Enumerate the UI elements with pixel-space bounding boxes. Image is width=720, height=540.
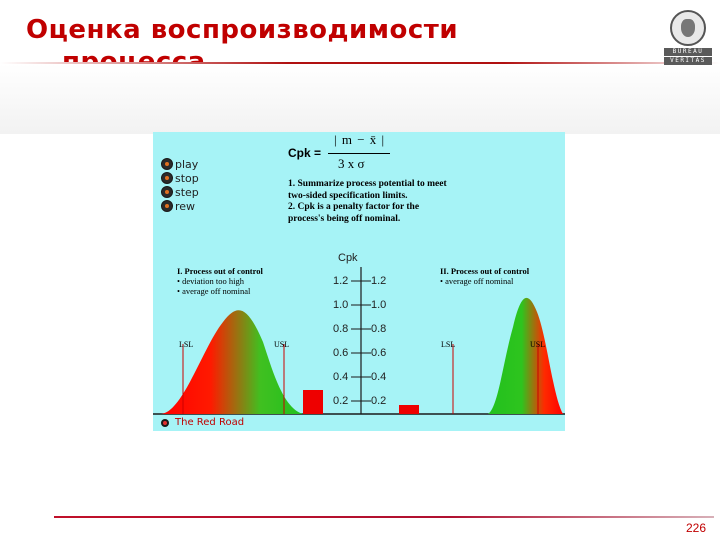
rewind-label: rew [175, 199, 196, 213]
header-band [0, 64, 720, 134]
tick-label-left: 1.2 [333, 275, 349, 287]
play-icon [161, 158, 173, 170]
cpk-bar-right [399, 405, 419, 414]
left-usl-label: USL [274, 340, 290, 349]
red-road-label: The Red Road [175, 417, 245, 428]
cpk-rules [288, 179, 448, 225]
tick-label-right: 1.0 [371, 299, 387, 311]
right-distribution-curve [488, 298, 563, 414]
tick-label-right: 0.4 [371, 371, 387, 383]
step-button[interactable] [161, 185, 199, 199]
tick-label-left: 1.0 [333, 299, 349, 311]
tick-label-right: 0.2 [371, 395, 387, 407]
formula-denominator: 3 x σ [338, 156, 365, 171]
footer-divider [54, 516, 714, 518]
slide-title-line-1: Оценка воспроизводимости [26, 15, 459, 45]
stop-label: stop [175, 171, 199, 185]
cpk-axis-title: Cpk [338, 252, 358, 264]
tick-label-left: 0.6 [333, 347, 349, 359]
tick-label-left: 0.8 [333, 323, 349, 335]
cpk-figure [153, 132, 565, 431]
right-usl-label: USL [530, 340, 546, 349]
left-distribution-curve [161, 310, 303, 414]
company-logo [664, 10, 712, 68]
step-label: step [175, 185, 199, 199]
rewind-button[interactable] [161, 199, 199, 213]
logo-text-line-1: BUREAU [664, 48, 712, 56]
formula-fraction-bar [328, 153, 390, 154]
page-number: 226 [686, 521, 707, 535]
cpk-bar-left [303, 390, 323, 414]
formula-lhs: Cpk = [288, 146, 322, 160]
step-icon [161, 186, 173, 198]
tick-label-right: 0.8 [371, 323, 387, 335]
left-note-bullet-2: • average off nominal [177, 286, 251, 296]
logo-seal-icon [670, 10, 706, 46]
right-lsl-label: LSL [441, 340, 456, 349]
rule-2: 2. Cpk is a penalty factor for the process's being off nominal. [288, 202, 420, 224]
rewind-icon [161, 200, 173, 212]
right-process-note [440, 266, 560, 286]
tick-label-right: 0.6 [371, 347, 387, 359]
play-button[interactable] [161, 157, 199, 171]
left-note-heading: I. Process out of control [177, 266, 263, 276]
right-note-heading: II. Process out of control [440, 266, 530, 276]
red-road-link[interactable] [153, 414, 565, 431]
header-divider [0, 62, 720, 64]
tick-label-right: 1.2 [371, 275, 387, 287]
formula-numerator: | m − x̄ | [334, 132, 386, 147]
stop-icon [161, 172, 173, 184]
player-controls [161, 157, 199, 213]
stop-button[interactable] [161, 171, 199, 185]
right-note-bullet-1: • average off nominal [440, 276, 514, 286]
tick-label-left: 0.4 [333, 371, 349, 383]
rule-1: 1. Summarize process potential to meet two-sided specification limits. [288, 179, 447, 201]
left-lsl-label: LSL [179, 340, 194, 349]
play-label: play [175, 157, 199, 171]
tick-label-left: 0.2 [333, 395, 349, 407]
red-road-icon [161, 419, 169, 427]
logo-text-line-2: VERITAS [664, 57, 712, 65]
cpk-formula [288, 132, 398, 176]
left-note-bullet-1: • deviation too high [177, 276, 244, 286]
left-process-note [177, 266, 297, 296]
